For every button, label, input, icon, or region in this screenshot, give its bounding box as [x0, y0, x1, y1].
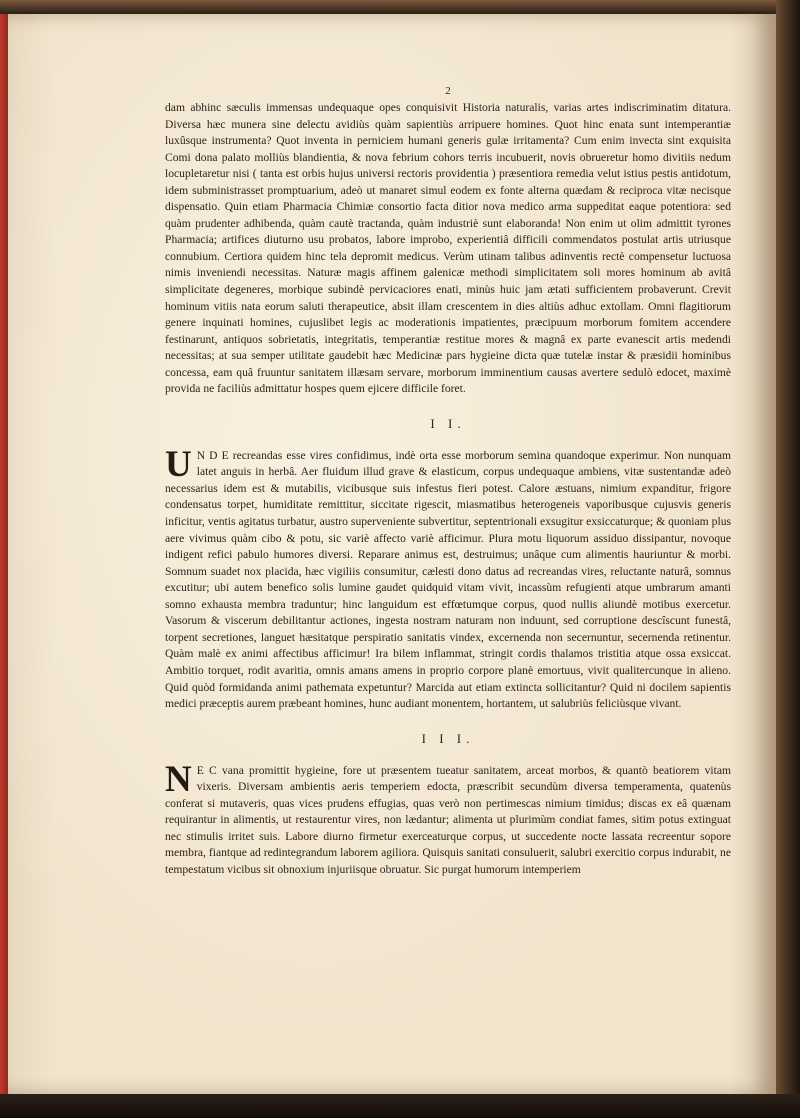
section-paragraph-3	[165, 758, 731, 879]
section-heading-3: I I I.	[421, 730, 475, 746]
section-text-3: E C vana promittit hygieine, fore ut præsentem tueatur sanitatem, arceat morbos, & quantò beatiorem vitam vixeris. Diversam ambientis aeris temperiem edocta, præscribit secundùm diversa temperamenta, quatenùs conferat si mutaveris, quas vices prudens effugias, quas verò non pertimescas nimium timidus; discas ex eâ quænam requirantur in alimentis, ut restaurentur vires, non lædantur; alimenta ut plurimùm condiat fames, sitim potus extinguat nec stimulis irritet suis. Labore diurno firmetur exerceaturque corpus, ut succedente nocte lassata recreentur sopore membra, fiantque ad redintegrandum laborem agiliora. Quisquis sanitati consuluerit, salubri exercitio corpus indurabit, ne tempestatum vicibus sit obnoxium injuriisque obruatur. Sic purgat humorum intemperiem	[165, 763, 731, 876]
page-text-block	[165, 84, 731, 878]
section-heading-2: I I.	[430, 415, 466, 431]
page-number: 2	[445, 85, 451, 97]
book-top-edge	[0, 0, 800, 14]
book-spine	[776, 0, 800, 1118]
section-text-2: N D E recreandas esse vires confidimus, indè orta esse morborum semina quandoque experimur. Non nunquam latet anguis in herbâ. Aer fluidum illud grave & elasticum, corpus undequaque ambiens, vitæ sustentandæ adeò necessarius idem est & mutabilis, vicibusque suis infestus fieri potest. Calore æstuans, nimium expanditur, frigore condensatus torpet, humiditate remittitur, siccitate rigescit, miasmatibus heterogeneis vaporibusque cujusvis generis inficitur, ventis agitatus turbatur, austro superveniente subvertitur, septentrionali exsugitur exsiccaturque; & quoniam plus aere vivimus quàm cibo & potu, sic variè affecto variè afficimur. Plura motu liquorum assiduo dissipantur, novoque indigent refici pabulo humores diversi. Reparare animus est, destruimus; unâque cum alimentis hauriuntur & morbi. Somnum suadet nox placida, hæc vigiliis consumitur, cælesti dono datus ad recreandas vires, reluctante naturâ, somnus excutitur; ubi autem benefico solis lumine gaudet quidquid vitam vivit, incassùm refugienti atque umbrarum amanti somno exhausta membra traduntur; hinc languidum est effœtumque corpus, quod nullis aliundè motibus exercetur. Vasorum & viscerum debilitantur actiones, ingesta nostram naturam non induunt, sed corruptione descîscunt funestâ, torpent secretiones, languet hæsitatque perspiratio sanitatis vindex, excernenda non secernuntur, secernenda retinentur. Quàm malè ex animi affectibus afficimur! Ira bilem inflammat, stringit cordis thalamos tristitia atque ossa exsiccat. Ambitio torquet, rodit avaritia, omnis amans amens in proprio corpore planè emortuus, vivit qualitercunque in alieno. Quid quòd formidanda animi pathemata expetuntur? Marcida aut etiam extincta sollicitantur? Quid ni docilem sapientis medici præceptis aurem præbeant homines, hunc audiant monentem, hortantem, ut salubriùs feliciùsque vivant.	[165, 448, 731, 711]
book-bottom-edge	[0, 1094, 800, 1118]
section-paragraph-2	[165, 443, 731, 713]
book-left-edge	[0, 14, 8, 1094]
drop-cap-letter: U	[165, 443, 192, 485]
drop-cap-letter: N	[165, 758, 192, 800]
intro-paragraph: dam abhinc sæculis immensas undequaque opes conquisivit Historia naturalis, varias artes indiscriminatim ditatura. Diversa hæc munera sine delectu avidiùs quàm sapientiùs arripuere homines. Quot hinc enata sunt intemperantiæ luxûsque instrumenta? Quot inventa in perniciem humani generis gulæ irritamenta? Cum enim invecta sint exquisita Comi dona palato molliùs blandientia, & nova febrium cohors terris incubuerit, novis obrueretur homo divitiis nedum locupletaretur nisi ( tanta est orbis hujus universi rectoris providentia ) præsentiora remedia velut istius pestis antidotum, idem subministrasset promptuarium, adeò ut manaret simul eodem ex fonte alterna quædam & reciproca vitæ necisque dispensatio. Quin etiam Pharmacia Chimiæ consortio facta ditior nova medico arma suppeditat eaque potentiora: sed quàm prudenter adhibenda, quàm cautè tractanda, quàm industriè sunt elaboranda! Non enim ut olim admittit tyrones Pharmacia; artifices diuturno usu probatos, labore improbo, experientiâ difficili commendatos postulat artis utriusque connubium. Certiora quidem hinc tela depromit medicus. Verùm utinam talibus adinventis rectè compensetur luctuosa nimis inveniendi necessitas. Naturæ magis affinem galenicæ methodi simplicitatem soli mores hominum ab avitâ simplicitate degeneres, morbique subindè pervicaciores enati, minùs huic jam ætati sufficientem probaverunt. Crevit hominum vitiis nata eorum saluti therapeutice, absit illam crescentem in dies altiùs adhuc extollam. Omni flagitiorum genere inquinati homines, cujuslibet legis ac moderationis impatientes, præcipuum morborum fomitem accendere festinarunt, antiquos sobrietatis, integritatis, temperantiæ restitue mores & magnâ ex parte evanescit artis medendi necessitas; at sua semper utilitate gaudebit hæc Medicinæ pars hygieine dicta quæ tutelæ instar & præsidii hominibus concessa, eam quâ fruuntur sanitatem illæsam servare, morborum imminentium causas avertere sedulò edocet, maximè provida ne faciliùs admittatur hospes quem ejicere difficile foret.	[165, 101, 731, 396]
